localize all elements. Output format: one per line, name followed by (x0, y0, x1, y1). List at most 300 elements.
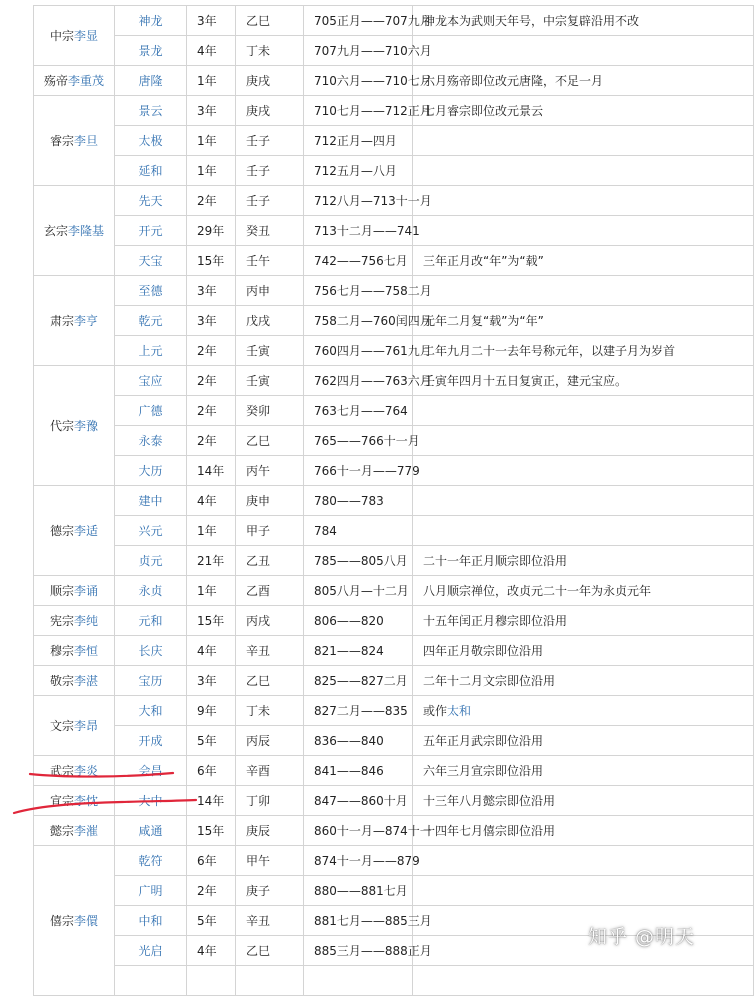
era-name-link-cell (115, 816, 187, 846)
emperor-cell (34, 636, 115, 666)
ganzhi-year-cell (236, 336, 304, 366)
reign-note-cell (413, 336, 754, 366)
era-name-link[interactable]: 开元 (138, 223, 163, 238)
ganzhi-year: 壬子 (246, 193, 271, 208)
reign-period: 825——827二月 (314, 673, 408, 688)
reign-years: 3年 (197, 673, 217, 688)
era-name-link-cell (115, 726, 187, 756)
reign-period: 713十二月——741 (314, 223, 420, 238)
era-name-link[interactable]: 大历 (138, 463, 163, 478)
reign-years: 3年 (197, 313, 217, 328)
reign-years: 2年 (197, 433, 217, 448)
reign-period: 765——766十一月 (314, 433, 420, 448)
era-name-link-cell (115, 846, 187, 876)
reign-period: 880——881七月 (314, 883, 408, 898)
ganzhi-year: 乙丑 (246, 553, 271, 568)
reign-period-cell (304, 66, 432, 96)
reign-period-cell (304, 936, 432, 966)
ganzhi-year-cell (236, 756, 304, 786)
ganzhi-year: 丙戌 (246, 613, 271, 628)
reign-note-cell (413, 186, 754, 216)
ganzhi-year: 癸丑 (246, 223, 271, 238)
reign-years-cell (187, 396, 236, 426)
reign-years: 1年 (197, 583, 217, 598)
reign-period-cell (304, 186, 432, 216)
reign-years: 15年 (197, 823, 225, 838)
era-name-link-cell (115, 666, 187, 696)
reign-note-cell (413, 216, 754, 246)
ganzhi-year-cell (236, 606, 304, 636)
emperor-title: 代宗 (49, 418, 74, 433)
emperor-cell (34, 96, 115, 186)
reign-note: 五年正月武宗即位沿用 (423, 733, 544, 748)
reign-note-cell (413, 126, 754, 156)
table-row (34, 666, 754, 696)
era-name-link[interactable]: 神龙 (138, 13, 163, 28)
emperor-name-link[interactable]: 李昂 (74, 718, 99, 733)
reign-note-cell (413, 846, 754, 876)
emperor-name-link[interactable]: 李纯 (74, 613, 99, 628)
table-row (34, 876, 754, 906)
ganzhi-year-cell (236, 426, 304, 456)
era-name-link-cell (115, 966, 187, 996)
era-name-link[interactable]: 延和 (138, 163, 163, 178)
reign-years: 1年 (197, 73, 217, 88)
table-row (34, 336, 754, 366)
reign-years-cell (187, 936, 236, 966)
reign-note-cell (413, 786, 754, 816)
ganzhi-year: 乙巳 (246, 673, 271, 688)
reign-period-cell (304, 366, 432, 396)
reign-note-cell (413, 816, 754, 846)
reign-note-cell (413, 606, 754, 636)
era-name-link-cell (115, 126, 187, 156)
reign-note: 六月殇帝即位改元唐隆，不足一月 (423, 73, 604, 88)
reign-note: 十五年闰正月穆宗即位沿用 (423, 613, 568, 628)
reign-period-cell (304, 36, 432, 66)
era-name-link-cell (115, 396, 187, 426)
reign-years-cell (187, 456, 236, 486)
era-name-link-cell (115, 426, 187, 456)
table-row (34, 486, 754, 516)
era-name-link[interactable]: 大和 (138, 703, 163, 718)
watermark: 知乎 @明天 (588, 926, 696, 948)
red-underline-annotation (28, 770, 178, 784)
reign-period-cell (304, 546, 413, 576)
era-name-link-cell (115, 516, 187, 546)
table-row (34, 306, 754, 336)
era-name-link-cell (115, 306, 187, 336)
reign-period: 742——756七月 (314, 253, 408, 268)
reign-period-cell (304, 216, 420, 246)
ganzhi-year: 丙辰 (246, 733, 271, 748)
reign-period: 756七月——758二月 (314, 283, 432, 298)
reign-note: 七月睿宗即位改元景云 (423, 103, 544, 118)
reign-years: 1年 (197, 133, 217, 148)
reign-period: 805八月—十二月 (314, 583, 409, 598)
emperor-title: 敬宗 (49, 673, 74, 688)
reign-period: 707九月——710六月 (314, 43, 432, 58)
emperor-name-link[interactable]: 李旦 (74, 133, 99, 148)
reign-note-cell (413, 486, 754, 516)
reign-period: 806——820 (314, 613, 384, 628)
reign-period-cell (304, 456, 420, 486)
ganzhi-year-cell (236, 246, 304, 276)
reign-note: 神龙本为武则天年号，中宗复辟沿用不改 (423, 13, 640, 28)
ganzhi-year: 壬子 (246, 163, 271, 178)
ganzhi-year: 庚子 (246, 883, 271, 898)
reign-years-cell (187, 156, 236, 186)
reign-years-cell (187, 336, 236, 366)
emperor-cell (34, 846, 115, 996)
reign-years-cell (187, 66, 236, 96)
era-name-link-cell (115, 936, 187, 966)
ganzhi-year: 乙巳 (246, 13, 271, 28)
reign-period: 874十一月——879 (314, 853, 420, 868)
ganzhi-year-cell (236, 366, 304, 396)
reign-period-cell (304, 156, 413, 186)
emperor-cell (34, 816, 115, 846)
reign-note: 壬寅年四月十五日复寅正，建元宝应。 (423, 373, 628, 388)
reign-period: 785——805八月 (314, 553, 408, 568)
table-row (34, 36, 754, 66)
reign-years-cell (187, 816, 236, 846)
ganzhi-year-cell (236, 96, 304, 126)
reign-period: 758二月—760闰四月 (314, 313, 432, 328)
reign-years: 6年 (197, 763, 217, 778)
ganzhi-year-cell (236, 636, 304, 666)
emperor-title: 玄宗 (43, 223, 68, 238)
reign-period: 760四月——761九月 (314, 343, 432, 358)
ganzhi-year-cell (236, 486, 304, 516)
emperor-name-link[interactable]: 李诵 (74, 583, 99, 598)
reign-note-cell (413, 156, 754, 186)
ganzhi-year: 辛丑 (246, 913, 271, 928)
ganzhi-year: 甲午 (246, 853, 271, 868)
reign-period-cell (304, 96, 432, 126)
ganzhi-year: 丙申 (246, 283, 271, 298)
reign-period-cell (304, 756, 413, 786)
ganzhi-year: 丁未 (246, 43, 271, 58)
era-name-link[interactable]: 广德 (138, 403, 163, 418)
reign-note-cell (413, 276, 754, 306)
table-row (34, 606, 754, 636)
ganzhi-year: 乙酉 (246, 583, 271, 598)
reign-period-cell (304, 576, 413, 606)
reign-note-cell (413, 906, 754, 936)
ganzhi-year-cell (236, 906, 304, 936)
era-name-link[interactable]: 乾符 (138, 853, 163, 868)
reign-table (33, 5, 754, 996)
reign-years-cell (187, 696, 236, 726)
ganzhi-year: 壬午 (246, 253, 271, 268)
table-row (34, 366, 754, 396)
emperor-cell (34, 606, 115, 636)
reign-years: 21年 (197, 553, 225, 568)
table-row (34, 216, 754, 246)
reign-years-cell (187, 6, 236, 36)
emperor-title: 宣宗 (49, 793, 74, 808)
reign-years-cell (187, 906, 236, 936)
era-name-link[interactable]: 太极 (138, 133, 163, 148)
reign-years-cell (187, 486, 236, 516)
table-row (34, 126, 754, 156)
era-name-link-cell (115, 486, 187, 516)
ganzhi-year: 丁未 (246, 703, 271, 718)
table-row (34, 546, 754, 576)
ganzhi-year-cell (236, 696, 304, 726)
emperor-title: 文宗 (49, 718, 74, 733)
table-row (34, 516, 754, 546)
emperor-cell (34, 486, 115, 576)
ganzhi-year-cell (236, 66, 304, 96)
table-row (34, 96, 754, 126)
era-name-link[interactable]: 景云 (138, 103, 163, 118)
reign-years: 14年 (197, 793, 225, 808)
reign-note-cell (413, 756, 754, 786)
reign-note-cell (413, 456, 754, 486)
emperor-name-link[interactable]: 李儇 (74, 913, 99, 928)
era-name-link[interactable]: 大中 (138, 793, 163, 808)
emperor-name-link[interactable]: 李忱 (74, 793, 99, 808)
reign-years: 2年 (197, 343, 217, 358)
reign-note-cell (413, 726, 754, 756)
reign-period: 784 (314, 523, 337, 538)
red-underline-annotation (12, 795, 202, 817)
reign-period-cell (304, 786, 413, 816)
era-name-link[interactable]: 长庆 (138, 643, 163, 658)
emperor-cell (34, 666, 115, 696)
ganzhi-year: 乙巳 (246, 943, 271, 958)
reign-note: 十四年七月僖宗即位沿用 (423, 823, 556, 838)
emperor-title: 宪宗 (49, 613, 74, 628)
ganzhi-year: 癸卯 (246, 403, 271, 418)
reign-period-cell (304, 606, 413, 636)
era-name-link-cell (115, 216, 187, 246)
era-name-link-cell (115, 156, 187, 186)
reign-note: 二十一年正月顺宗即位沿用 (423, 553, 568, 568)
emperor-name-link[interactable]: 李显 (74, 28, 99, 43)
emperor-title: 穆宗 (49, 643, 74, 658)
reign-period: 710七月——712正月 (314, 103, 432, 118)
reign-period-cell (304, 486, 413, 516)
reign-note: 八月顺宗禅位，改贞元二十一年为永贞元年 (423, 583, 652, 598)
emperor-name-link[interactable]: 李湛 (74, 673, 99, 688)
table-row (34, 186, 754, 216)
era-name-link[interactable]: 天宝 (138, 253, 163, 268)
table-row (34, 426, 754, 456)
reign-years-cell (187, 426, 236, 456)
reign-years: 4年 (197, 943, 217, 958)
reign-years-cell (187, 186, 236, 216)
reign-years: 4年 (197, 493, 217, 508)
era-name-link[interactable]: 宝应 (138, 373, 163, 388)
emperor-title: 殇帝 (43, 73, 68, 88)
reign-years: 2年 (197, 373, 217, 388)
reign-period: 836——840 (314, 733, 384, 748)
reign-years: 9年 (197, 703, 217, 718)
emperor-cell (34, 186, 115, 276)
reign-period-cell (304, 306, 432, 336)
reign-years: 1年 (197, 523, 217, 538)
era-name-link[interactable]: 元和 (138, 613, 163, 628)
reign-note: 二年九月二十一去年号称元年，以建子月为岁首 (423, 343, 676, 358)
reign-period: 712五月—八月 (314, 163, 397, 178)
era-name-link[interactable]: 会昌 (138, 763, 163, 778)
ganzhi-year: 壬寅 (246, 373, 271, 388)
ganzhi-year: 辛酉 (246, 763, 271, 778)
era-name-link[interactable]: 中和 (138, 913, 163, 928)
ganzhi-year: 丁卯 (246, 793, 271, 808)
era-name-link[interactable]: 宝历 (138, 673, 163, 688)
reign-period: 841——846 (314, 763, 384, 778)
reign-period-cell (304, 126, 413, 156)
era-name-link[interactable]: 乾元 (138, 313, 163, 328)
reign-period: 885三月——888正月 (314, 943, 432, 958)
era-name-link[interactable]: 光启 (138, 943, 163, 958)
ganzhi-year-cell (236, 546, 304, 576)
era-name-link[interactable]: 兴元 (138, 523, 163, 538)
reign-note: 六年三月宣宗即位沿用 (423, 763, 544, 778)
era-name-link[interactable]: 永贞 (138, 583, 163, 598)
reign-years-cell (187, 246, 236, 276)
reign-period: 712正月—四月 (314, 133, 397, 148)
era-name-link-cell (115, 906, 187, 936)
reign-note-cell (413, 366, 754, 396)
ganzhi-year: 庚戌 (246, 103, 271, 118)
reign-note-cell (413, 426, 754, 456)
reign-period: 780——783 (314, 493, 384, 508)
emperor-name-link[interactable]: 李重茂 (68, 73, 105, 88)
ganzhi-year-cell (236, 516, 304, 546)
era-name-link[interactable]: 景龙 (138, 43, 163, 58)
reign-note: 三年正月改“年”为“载” (423, 253, 544, 268)
table-row (34, 966, 754, 996)
emperor-name-link[interactable]: 李亨 (74, 313, 99, 328)
era-name-link[interactable]: 贞元 (138, 553, 163, 568)
emperor-name-link[interactable]: 李恒 (74, 643, 99, 658)
era-name-link[interactable]: 永泰 (138, 433, 163, 448)
reign-note-cell (413, 6, 754, 36)
reign-note-cell (413, 966, 754, 996)
reign-years-cell (187, 666, 236, 696)
table-row (34, 276, 754, 306)
note-link[interactable]: 太和 (447, 703, 472, 718)
emperor-cell (34, 6, 115, 66)
table-row (34, 456, 754, 486)
ganzhi-year-cell (236, 726, 304, 756)
table-row (34, 576, 754, 606)
reign-period-cell (304, 426, 420, 456)
era-name-link-cell (115, 546, 187, 576)
era-name-link[interactable]: 开成 (138, 733, 163, 748)
reign-period-cell (304, 966, 413, 996)
ganzhi-year-cell (236, 876, 304, 906)
reign-period-cell (304, 336, 432, 366)
reign-table-body (34, 6, 754, 996)
ganzhi-year-cell (236, 936, 304, 966)
reign-years: 14年 (197, 463, 225, 478)
ganzhi-year-cell (236, 156, 304, 186)
ganzhi-year-cell (236, 126, 304, 156)
era-name-link-cell (115, 576, 187, 606)
table-row (34, 6, 754, 36)
reign-years: 3年 (197, 13, 217, 28)
era-name-link[interactable]: 唐隆 (138, 73, 163, 88)
era-name-link[interactable]: 至德 (138, 283, 163, 298)
emperor-title: 中宗 (49, 28, 74, 43)
reign-note-cell (413, 696, 754, 726)
reign-years-cell (187, 636, 236, 666)
table-row (34, 246, 754, 276)
era-name-link-cell (115, 876, 187, 906)
era-name-link-cell (115, 456, 187, 486)
reign-note-cell (413, 936, 754, 966)
reign-years: 5年 (197, 913, 217, 928)
era-name-link-cell (115, 6, 187, 36)
emperor-name-link[interactable]: 李隆基 (68, 223, 105, 238)
ganzhi-year-cell (236, 186, 304, 216)
ganzhi-year-cell (236, 786, 304, 816)
reign-period-cell (304, 396, 413, 426)
emperor-name-link[interactable]: 李炎 (74, 763, 99, 778)
ganzhi-year-cell (236, 306, 304, 336)
ganzhi-year-cell (236, 396, 304, 426)
reign-years: 4年 (197, 43, 217, 58)
reign-period: 762四月——763六月 (314, 373, 432, 388)
era-name-link[interactable]: 咸通 (138, 823, 163, 838)
reign-period-cell (304, 666, 413, 696)
era-name-link[interactable]: 上元 (138, 343, 163, 358)
emperor-title: 睿宗 (49, 133, 74, 148)
reign-note-cell (413, 666, 754, 696)
table-row (34, 636, 754, 666)
reign-period-cell (304, 816, 432, 846)
era-name-link-cell (115, 186, 187, 216)
ganzhi-year: 庚申 (246, 493, 271, 508)
reign-years: 2年 (197, 193, 217, 208)
era-name-link[interactable]: 广明 (138, 883, 163, 898)
reign-years-cell (187, 366, 236, 396)
reign-note-cell (413, 96, 754, 126)
reign-years-cell (187, 96, 236, 126)
reign-period-cell (304, 516, 413, 546)
reign-years: 15年 (197, 613, 225, 628)
reign-years-cell (187, 126, 236, 156)
reign-years-cell (187, 846, 236, 876)
era-name-link[interactable]: 先天 (138, 193, 163, 208)
table-row (34, 726, 754, 756)
emperor-title: 顺宗 (49, 583, 74, 598)
reign-period: 821——824 (314, 643, 384, 658)
reign-note-cell (413, 516, 754, 546)
emperor-title: 懿宗 (49, 823, 74, 838)
reign-period: 712八月—713十一月 (314, 193, 432, 208)
ganzhi-year-cell (236, 576, 304, 606)
emperor-cell (34, 66, 115, 96)
reign-years-cell (187, 876, 236, 906)
era-name-link-cell (115, 636, 187, 666)
reign-years-cell (187, 276, 236, 306)
reign-years: 1年 (197, 163, 217, 178)
reign-note-cell (413, 246, 754, 276)
reign-period: 705正月——707九月 (314, 13, 432, 28)
emperor-name-link[interactable]: 李豫 (74, 418, 99, 433)
era-name-link[interactable]: 建中 (138, 493, 163, 508)
emperor-name-link[interactable]: 李适 (74, 523, 99, 538)
emperor-name-link[interactable]: 李漼 (74, 823, 99, 838)
era-name-link-cell (115, 96, 187, 126)
